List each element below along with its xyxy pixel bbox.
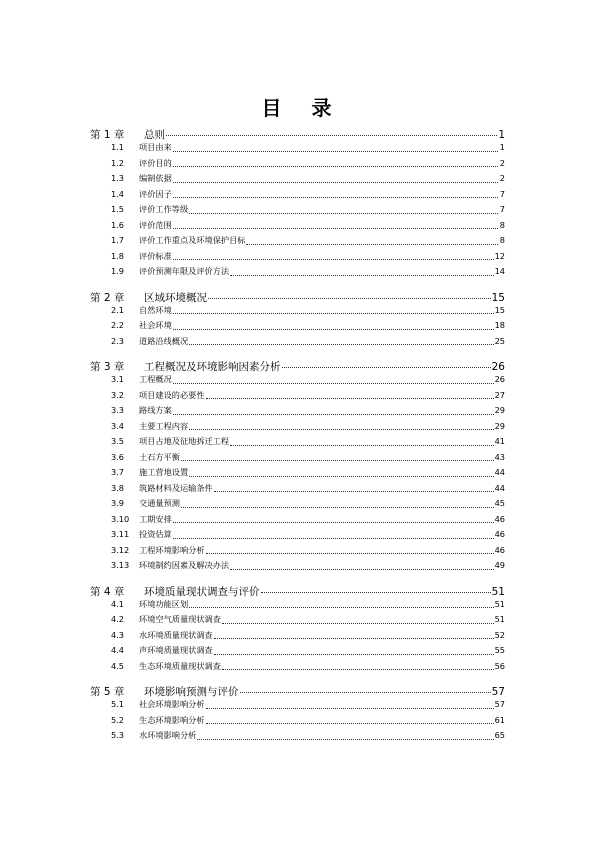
- entry-number: 3.9: [111, 498, 125, 508]
- toc-section-entry[interactable]: [90, 336, 505, 352]
- entry-number: 5.1: [111, 699, 125, 709]
- toc-section-entry[interactable]: [90, 645, 505, 661]
- entry-title: 项目占地及征地拆迁工程: [139, 436, 230, 446]
- dot-leader: [166, 134, 497, 136]
- toc-section-entry[interactable]: [90, 173, 505, 189]
- entry-number: 第 5 章: [90, 686, 125, 698]
- dot-leader: [173, 312, 494, 314]
- toc-section-entry[interactable]: [90, 498, 505, 514]
- entry-page-number: 7: [499, 188, 505, 199]
- toc-chapter-entry[interactable]: [90, 684, 505, 699]
- entry-title: 生态环境质量现状调查: [139, 660, 221, 671]
- dot-leader: [173, 150, 498, 152]
- entry-page-number: 46: [494, 544, 505, 555]
- toc-section-entry[interactable]: [90, 405, 505, 421]
- toc-section-entry[interactable]: [90, 514, 505, 530]
- entry-page-number: 61: [494, 714, 505, 725]
- entry-page-number: 1: [499, 142, 505, 152]
- entry-number: 1.6: [111, 219, 125, 230]
- entry-number: 2.1: [111, 304, 125, 315]
- entry-number: 4.4: [111, 645, 125, 655]
- entry-title: 环境空气质量现状调查: [139, 614, 221, 624]
- dot-leader: [261, 591, 491, 593]
- entry-page-number: 26: [494, 374, 505, 384]
- entry-number: 3.6: [111, 451, 125, 462]
- entry-number: 4.2: [111, 614, 125, 624]
- dot-leader: [189, 606, 493, 608]
- toc-section-entry[interactable]: [90, 421, 505, 437]
- entry-number: 第 4 章: [90, 585, 125, 598]
- dot-leader: [189, 343, 493, 345]
- entry-page-number: 15: [491, 291, 505, 304]
- entry-number: 3.2: [111, 389, 125, 400]
- toc-section-entry[interactable]: [90, 699, 505, 715]
- toc-chapter-entry[interactable]: [90, 359, 505, 374]
- entry-number: 3.7: [111, 467, 125, 477]
- entry-page-number: 18: [494, 320, 505, 330]
- entry-title: 评价目的: [139, 157, 172, 168]
- entry-title: 评价预测年限及评价方法: [139, 266, 230, 276]
- toc-section-entry[interactable]: [90, 560, 505, 576]
- entry-page-number: 15: [494, 304, 505, 315]
- entry-number: 1.5: [111, 204, 125, 214]
- dot-leader: [208, 297, 491, 299]
- entry-page-number: 57: [491, 686, 505, 698]
- entry-title: 筑路材料及运输条件: [139, 482, 213, 493]
- dot-leader: [222, 668, 494, 670]
- entry-number: 3.3: [111, 405, 125, 415]
- dot-leader: [222, 622, 494, 624]
- entry-number: 2.3: [111, 335, 125, 346]
- entry-page-number: 12: [494, 250, 505, 261]
- toc-section-entry[interactable]: [90, 467, 505, 483]
- entry-number: 1.2: [111, 157, 125, 168]
- dot-leader: [173, 521, 494, 523]
- entry-number: 第 1 章: [90, 129, 125, 141]
- entry-title: 环境质量现状调查与评价: [144, 585, 260, 598]
- table-of-contents: [90, 127, 505, 746]
- entry-number: 1.4: [111, 188, 125, 199]
- dot-leader: [181, 459, 494, 461]
- entry-page-number: 44: [494, 467, 505, 477]
- toc-section-entry[interactable]: [90, 374, 505, 390]
- entry-title: 项目建设的必要性: [139, 389, 205, 400]
- dot-leader: [189, 212, 498, 214]
- title-char-2: 录: [311, 96, 334, 120]
- entry-title: 土石方平衡: [139, 451, 180, 462]
- dot-leader: [230, 444, 494, 446]
- entry-title: 评价工作等级: [139, 204, 189, 214]
- entry-title: 环境功能区划: [139, 598, 189, 609]
- entry-number: 1.7: [111, 235, 125, 245]
- entry-page-number: 1: [498, 129, 505, 141]
- entry-page-number: 8: [499, 235, 505, 245]
- entry-number: 3.11: [111, 529, 130, 539]
- dot-leader: [206, 722, 494, 724]
- entry-title: 投资估算: [139, 529, 172, 539]
- toc-section-entry[interactable]: [90, 251, 505, 267]
- toc-section-entry[interactable]: [90, 730, 505, 746]
- entry-page-number: 51: [491, 585, 505, 598]
- entry-title: 声环境质量现状调查: [139, 645, 213, 655]
- entry-page-number: 2: [499, 157, 505, 168]
- entry-number: 3.4: [111, 420, 125, 431]
- toc-section-entry[interactable]: [90, 189, 505, 205]
- entry-title: 环境制约因素及解决办法: [139, 560, 230, 570]
- entry-page-number: 57: [494, 699, 505, 709]
- toc-chapter-entry[interactable]: [90, 584, 505, 599]
- toc-section-entry[interactable]: [90, 452, 505, 468]
- entry-title: 区域环境概况: [144, 291, 207, 304]
- toc-chapter-entry[interactable]: [90, 290, 505, 305]
- entry-number: 3.10: [111, 513, 130, 524]
- entry-title: 生态环境影响分析: [139, 714, 205, 725]
- entry-number: 第 2 章: [90, 291, 125, 304]
- entry-title: 道路沿线概况: [139, 335, 189, 346]
- dot-leader: [214, 653, 494, 655]
- entry-page-number: 55: [494, 645, 505, 655]
- toc-section-entry[interactable]: [90, 220, 505, 236]
- entry-number: 3.8: [111, 482, 125, 493]
- entry-title: 工程概况及环境影响因素分析: [144, 361, 281, 373]
- entry-number: 1.1: [111, 142, 125, 152]
- entry-page-number: 46: [494, 513, 505, 524]
- entry-number: 1.8: [111, 250, 125, 261]
- dot-leader: [173, 413, 494, 415]
- entry-title: 社会环境: [139, 320, 172, 330]
- entry-page-number: 26: [491, 361, 505, 373]
- dot-leader: [197, 738, 493, 740]
- dot-leader: [173, 165, 498, 167]
- entry-number: 4.3: [111, 629, 125, 640]
- entry-page-number: 44: [494, 482, 505, 493]
- entry-title: 评价工作重点及环境保护目标: [139, 235, 246, 245]
- dot-leader: [206, 397, 494, 399]
- entry-number: 5.2: [111, 714, 125, 725]
- entry-title: 项目由来: [139, 142, 172, 152]
- toc-section-entry[interactable]: [90, 158, 505, 174]
- dot-leader: [230, 274, 494, 276]
- entry-page-number: 43: [494, 451, 505, 462]
- entry-page-number: 25: [494, 335, 505, 346]
- toc-section-entry[interactable]: [90, 305, 505, 321]
- entry-page-number: 41: [494, 436, 505, 446]
- toc-section-entry[interactable]: [90, 599, 505, 615]
- entry-title: 编制依据: [139, 173, 172, 183]
- entry-title: 总则: [144, 129, 165, 141]
- toc-section-entry[interactable]: [90, 483, 505, 499]
- entry-page-number: 65: [494, 730, 505, 740]
- dot-leader: [173, 382, 494, 384]
- dot-leader: [181, 506, 494, 508]
- entry-title: 工程环境影响分析: [139, 544, 205, 555]
- dot-leader: [173, 196, 498, 198]
- dot-leader: [173, 181, 498, 183]
- toc-section-entry[interactable]: [90, 320, 505, 336]
- entry-title: 自然环境: [139, 304, 172, 315]
- toc-section-entry[interactable]: [90, 545, 505, 561]
- entry-page-number: 51: [494, 598, 505, 609]
- toc-section-entry[interactable]: [90, 390, 505, 406]
- dot-leader: [214, 490, 494, 492]
- entry-title: 水环境影响分析: [139, 730, 197, 740]
- toc-section-entry[interactable]: [90, 142, 505, 158]
- entry-page-number: 51: [494, 614, 505, 624]
- toc-section-entry[interactable]: [90, 436, 505, 452]
- entry-page-number: 56: [494, 660, 505, 671]
- dot-leader: [189, 475, 493, 477]
- dot-leader: [206, 707, 494, 709]
- entry-title: 评价范围: [139, 219, 172, 230]
- entry-title: 环境影响预测与评价: [144, 686, 239, 698]
- toc-section-entry[interactable]: [90, 715, 505, 731]
- entry-page-number: 49: [494, 560, 505, 570]
- entry-page-number: 14: [494, 266, 505, 276]
- toc-section-entry[interactable]: [90, 630, 505, 646]
- entry-page-number: 27: [494, 389, 505, 400]
- entry-page-number: 45: [494, 498, 505, 508]
- entry-page-number: 8: [499, 219, 505, 230]
- entry-number: 1.3: [111, 173, 125, 183]
- entry-number: 2.2: [111, 320, 125, 330]
- entry-number: 4.1: [111, 598, 125, 609]
- entry-page-number: 7: [499, 204, 505, 214]
- entry-number: 5.3: [111, 730, 125, 740]
- page-title: [0, 92, 595, 121]
- entry-page-number: 46: [494, 529, 505, 539]
- entry-number: 3.12: [111, 544, 130, 555]
- entry-title: 工期安排: [139, 513, 172, 524]
- entry-number: 3.13: [111, 560, 130, 570]
- entry-title: 主要工程内容: [139, 420, 189, 431]
- entry-number: 第 3 章: [90, 361, 125, 373]
- toc-section-entry[interactable]: [90, 529, 505, 545]
- entry-title: 路线方案: [139, 405, 172, 415]
- toc-section-entry[interactable]: [90, 661, 505, 677]
- entry-number: 1.9: [111, 266, 125, 276]
- dot-leader: [214, 637, 494, 639]
- toc-section-entry[interactable]: [90, 235, 505, 251]
- entry-page-number: 2: [499, 173, 505, 183]
- entry-page-number: 29: [494, 420, 505, 431]
- dot-leader: [173, 537, 494, 539]
- entry-title: 水环境质量现状调查: [139, 629, 213, 640]
- entry-title: 评价标准: [139, 250, 172, 261]
- dot-leader: [173, 258, 494, 260]
- toc-section-entry[interactable]: [90, 266, 505, 282]
- toc-section-entry[interactable]: [90, 614, 505, 630]
- entry-page-number: 52: [494, 629, 505, 640]
- entry-number: 4.5: [111, 660, 125, 671]
- dot-leader: [189, 428, 493, 430]
- entry-title: 工程概况: [139, 374, 172, 384]
- dot-leader: [173, 227, 498, 229]
- entry-number: 3.5: [111, 436, 125, 446]
- entry-title: 交通量预测: [139, 498, 180, 508]
- entry-title: 评价因子: [139, 188, 172, 199]
- dot-leader: [282, 366, 491, 368]
- entry-number: 3.1: [111, 374, 125, 384]
- dot-leader: [240, 691, 491, 693]
- toc-chapter-entry[interactable]: [90, 127, 505, 142]
- entry-page-number: 29: [494, 405, 505, 415]
- dot-leader: [206, 552, 494, 554]
- dot-leader: [173, 328, 494, 330]
- entry-title: 社会环境影响分析: [139, 699, 205, 709]
- dot-leader: [230, 568, 494, 570]
- entry-title: 施工营地设置: [139, 467, 189, 477]
- title-char-1: 目: [261, 96, 284, 120]
- dot-leader: [246, 243, 498, 245]
- toc-section-entry[interactable]: [90, 204, 505, 220]
